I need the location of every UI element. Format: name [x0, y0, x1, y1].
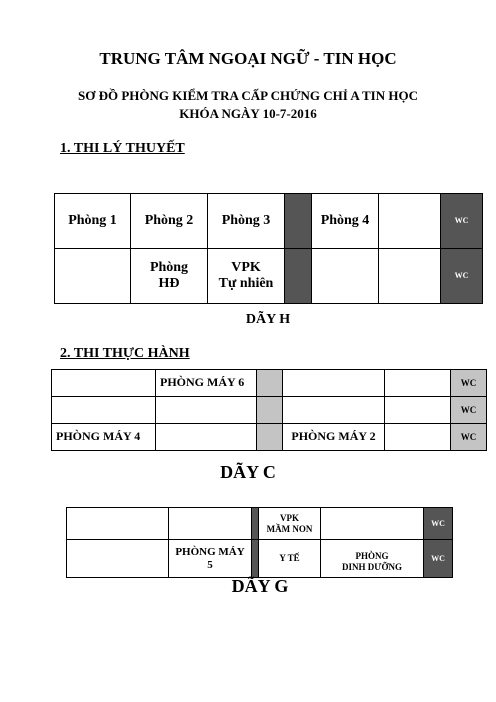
room-label: VPK: [231, 259, 261, 275]
room-label: MẦM NON: [266, 523, 313, 534]
room-cell: Y TẾ: [259, 540, 321, 578]
wc-cell: WC: [441, 194, 483, 249]
table-row: [67, 540, 453, 578]
empty-cell: [379, 194, 441, 249]
table-row: [52, 424, 487, 451]
row-h-caption: DÃY H: [245, 312, 291, 327]
corridor-cell: [257, 397, 283, 424]
empty-cell: [156, 397, 257, 424]
empty-cell: [283, 397, 385, 424]
section2-heading: 2. THI THỰC HÀNH: [60, 346, 190, 361]
corridor-cell: [285, 194, 312, 249]
room-label: PHÒNG: [355, 551, 389, 562]
empty-cell: [52, 370, 156, 397]
empty-cell: [67, 540, 169, 578]
room-cell: Phòng 2: [131, 194, 208, 249]
empty-cell: [156, 424, 257, 451]
wc-cell: WC: [451, 397, 487, 424]
table-row: [52, 370, 487, 397]
room-cell: [131, 249, 208, 304]
corridor-cell: [257, 370, 283, 397]
corridor-cell: [252, 508, 259, 540]
table-row: [55, 249, 483, 304]
wc-cell: WC: [451, 370, 487, 397]
room-label: Phòng: [149, 259, 189, 275]
wc-cell: WC: [451, 424, 487, 451]
room-cell: PHÒNG MÁY 2: [283, 424, 385, 451]
table-row: [55, 194, 483, 249]
corridor-cell: [285, 249, 312, 304]
room-label: VPK: [280, 513, 299, 524]
map-subtitle: SƠ ĐỒ PHÒNG KIỂM TRA CẤP CHỨNG CHỈ A TIN HỌC: [78, 88, 418, 103]
wc-cell: WC: [424, 540, 453, 578]
wc-cell: WC: [441, 249, 483, 304]
row-c-caption: DÃY C: [220, 462, 276, 482]
room-cell: [259, 508, 321, 540]
room-label: Tự nhiên: [218, 276, 274, 291]
wc-cell: WC: [424, 508, 453, 540]
room-cell: [321, 540, 424, 578]
theory-rooms-table: [54, 193, 483, 304]
room-label: PHÒNG MÁY: [175, 545, 245, 558]
room-cell: PHÒNG MÁY 4: [52, 424, 156, 451]
room-cell: PHÒNG MÁY 6: [156, 370, 257, 397]
room-label: DINH DƯỠNG: [342, 561, 402, 572]
table-row: [67, 508, 453, 540]
empty-cell: [385, 424, 451, 451]
corridor-cell: [257, 424, 283, 451]
corridor-cell: [252, 540, 259, 578]
empty-cell: [379, 249, 441, 304]
room-label: HĐ: [158, 276, 180, 291]
empty-cell: [55, 249, 131, 304]
room-cell: [169, 540, 252, 578]
empty-cell: [67, 508, 169, 540]
room-label: 5: [207, 558, 213, 571]
empty-cell: [169, 508, 252, 540]
empty-cell: [283, 370, 385, 397]
block-g-table: [66, 507, 453, 578]
empty-cell: [312, 249, 379, 304]
room-cell: Phòng 3: [208, 194, 285, 249]
room-cell: Phòng 4: [312, 194, 379, 249]
practice-rooms-table: [51, 369, 487, 451]
room-cell: Phòng 1: [55, 194, 131, 249]
row-g-caption: DÃY G: [231, 576, 289, 596]
empty-cell: [385, 370, 451, 397]
room-cell: [208, 249, 285, 304]
empty-cell: [52, 397, 156, 424]
center-title: TRUNG TÂM NGOẠI NGỮ - TIN HỌC: [99, 49, 397, 68]
exam-date: KHÓA NGÀY 10-7-2016: [179, 106, 317, 121]
section1-heading: 1. THI LÝ THUYẾT: [60, 141, 185, 156]
table-row: [52, 397, 487, 424]
empty-cell: [321, 508, 424, 540]
empty-cell: [385, 397, 451, 424]
